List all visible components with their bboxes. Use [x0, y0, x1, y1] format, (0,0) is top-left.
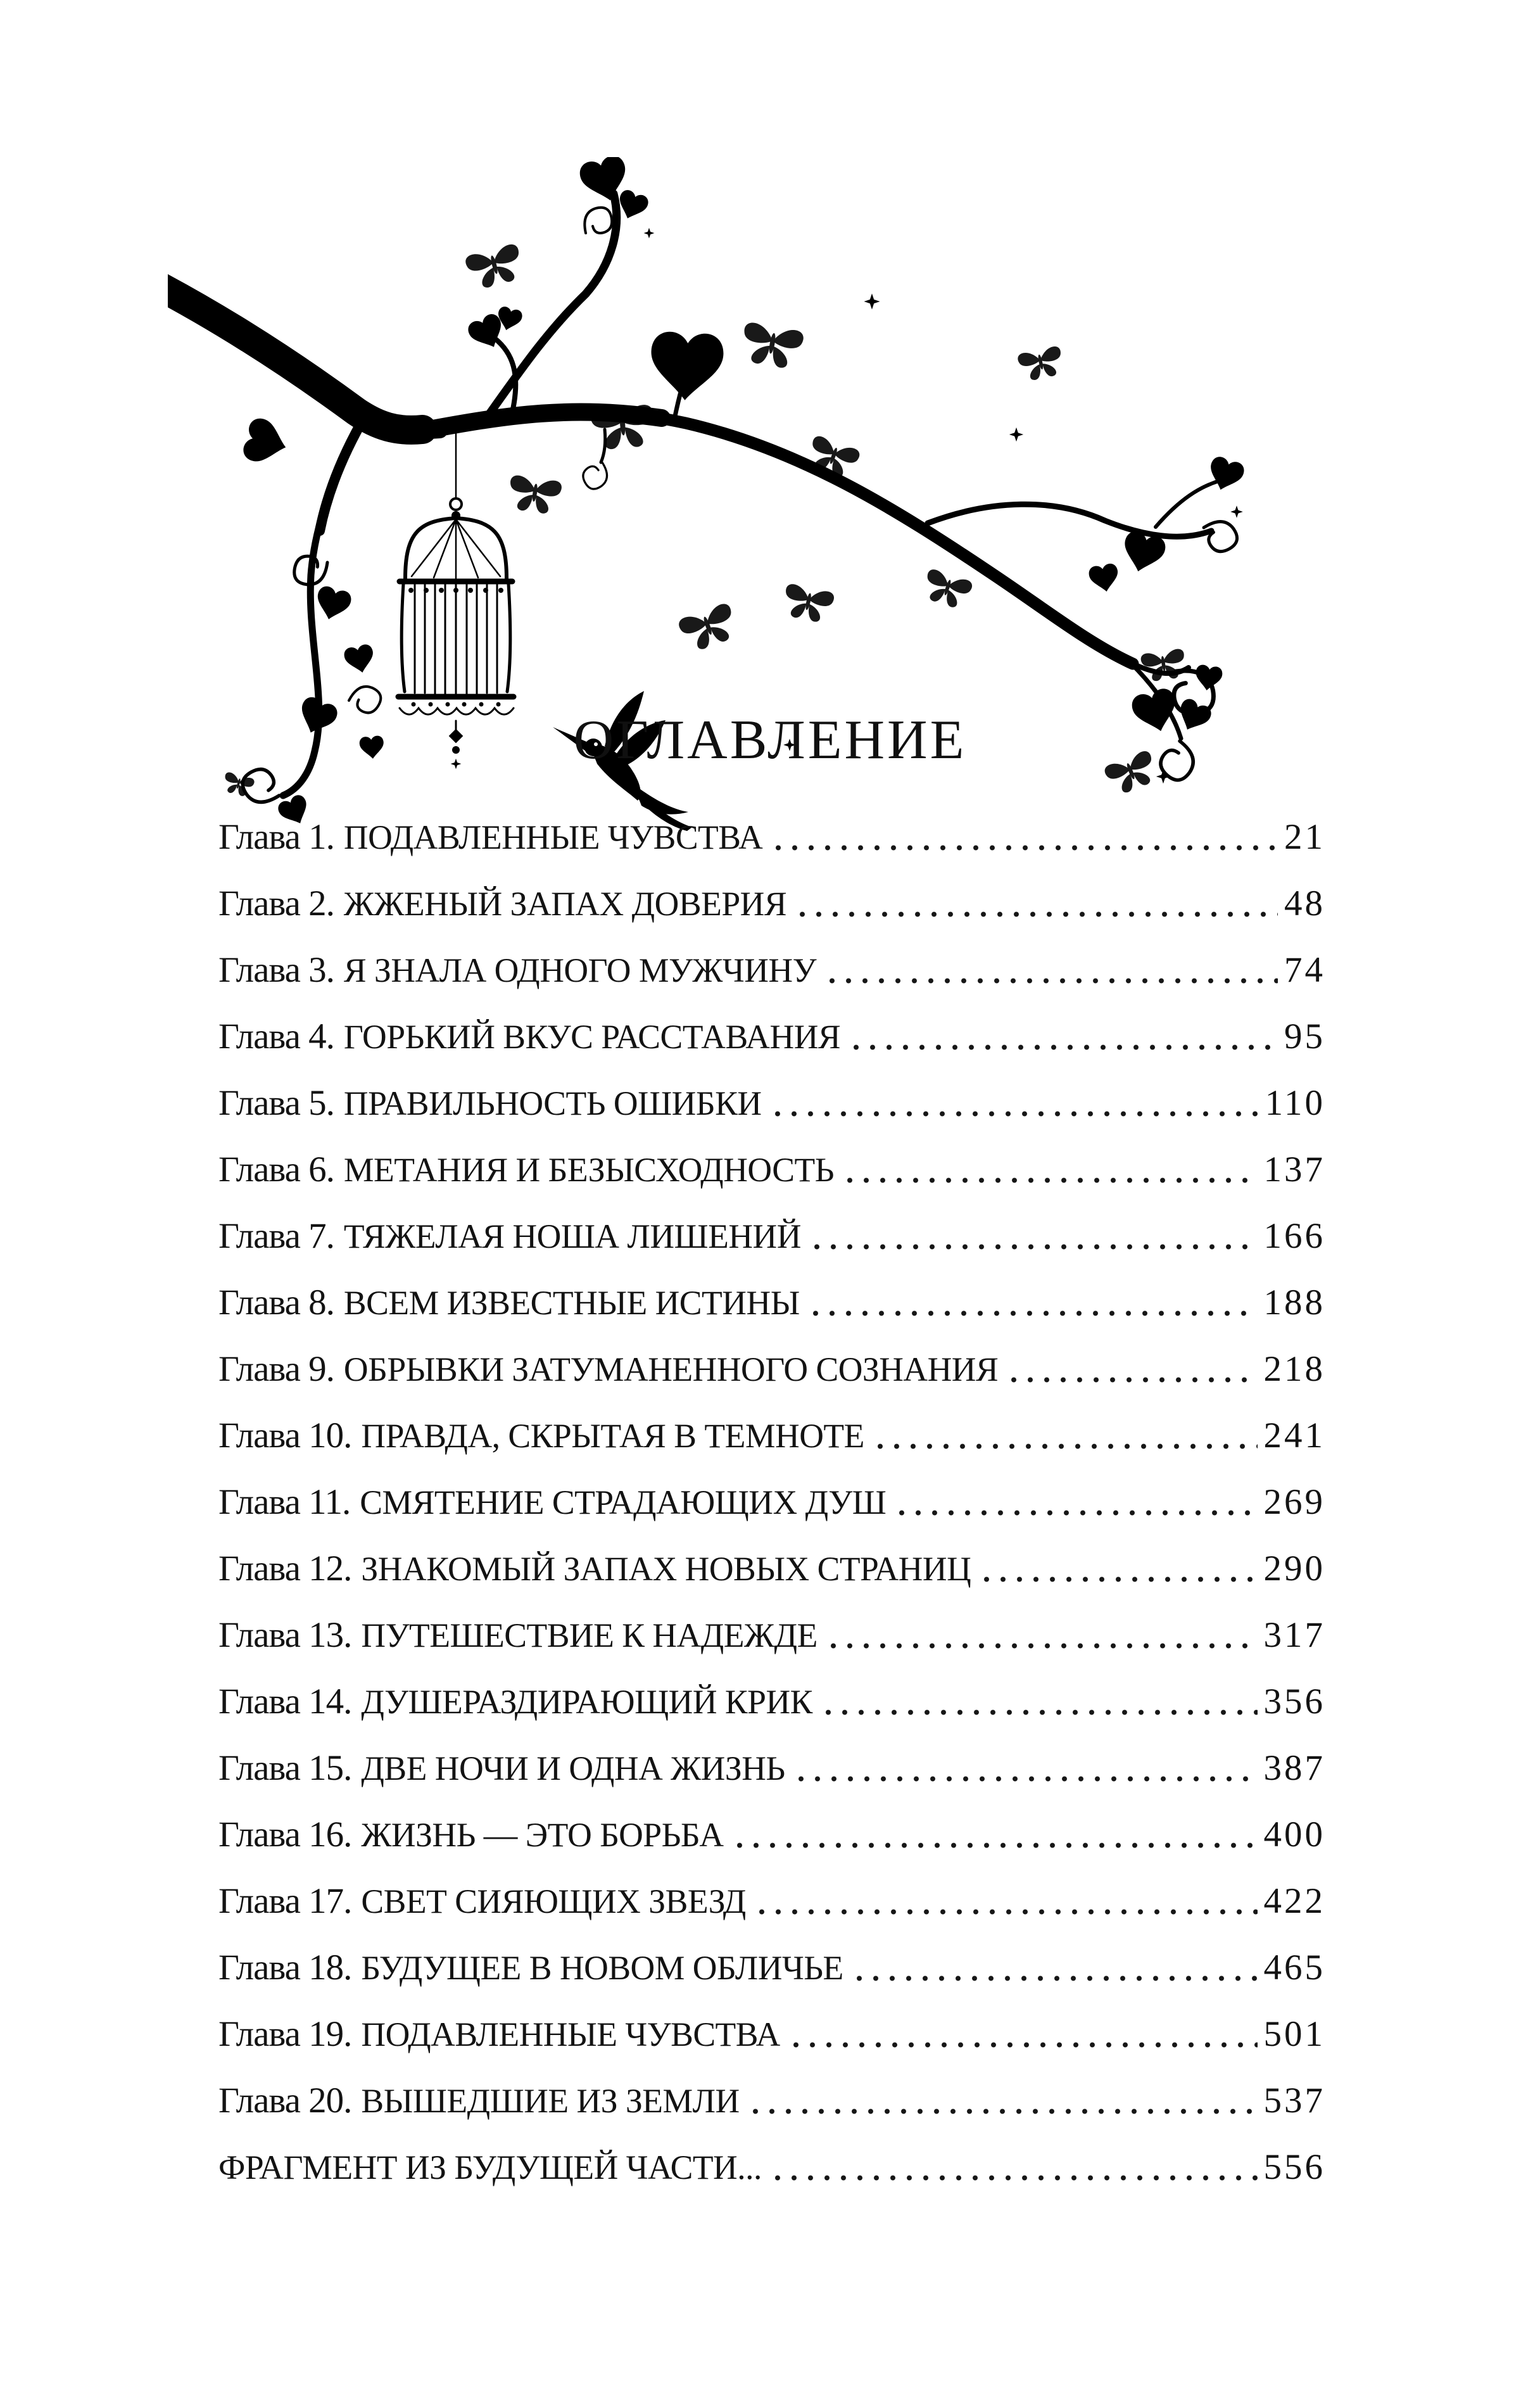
- toc-entry-text: [218, 1684, 812, 1720]
- chapter-title: Я ЗНАЛА ОДНОГО МУЖЧИНУ: [343, 951, 817, 989]
- toc-entry-text: [218, 952, 816, 988]
- chapter-title: ВСЕМ ИЗВЕСТНЫЕ ИСТИНЫ: [343, 1284, 800, 1322]
- dot-leader: [851, 1976, 1258, 1981]
- toc-entry: [218, 818, 1325, 855]
- chapter-title: ЖИЗНЬ — ЭТО БОРЬБА: [361, 1816, 724, 1854]
- dot-leader: [747, 2109, 1258, 2114]
- page-number: 188: [1263, 1283, 1325, 1322]
- dot-leader: [788, 2042, 1258, 2048]
- dot-leader: [769, 2175, 1258, 2181]
- chapter-label: Глава 11.: [218, 1482, 351, 1522]
- chapter-label: Глава 20.: [218, 2081, 352, 2121]
- page-number: 95: [1284, 1017, 1325, 1056]
- dot-leader: [754, 1909, 1258, 1915]
- toc-entry: [218, 1749, 1325, 1786]
- toc-list: [218, 818, 1325, 2185]
- toc-entry-text: [218, 2083, 740, 2119]
- dot-leader: [769, 1111, 1259, 1117]
- chapter-title: СМЯТЕНИЕ СТРАДАЮЩИХ ДУШ: [360, 1483, 887, 1521]
- page-title: ОГЛАВЛЕНИЕ: [573, 709, 967, 771]
- chapter-title: МЕТАНИЯ И БЕЗЫСХОДНОСТЬ: [343, 1151, 834, 1189]
- chapter-label: Глава 1.: [218, 817, 334, 857]
- toc-entry-text: [218, 1417, 864, 1454]
- page-number: 317: [1263, 1615, 1325, 1655]
- page-number: 166: [1263, 1216, 1325, 1256]
- chapter-title: ПОДАВЛЕННЫЕ ЧУВСТВА: [343, 818, 763, 856]
- toc-entry: [218, 1483, 1325, 1520]
- chapter-label: Глава 16.: [218, 1815, 352, 1855]
- chapter-label: Глава 12.: [218, 1549, 352, 1589]
- toc-entry-text: [218, 1817, 724, 1853]
- toc-entry: [218, 1151, 1325, 1188]
- dot-leader: [731, 1842, 1258, 1848]
- page-number: 21: [1284, 817, 1325, 857]
- chapter-label: Глава 10.: [218, 1416, 352, 1456]
- chapter-title: ЖЖЕНЫЙ ЗАПАХ ДОВЕРИЯ: [343, 885, 787, 923]
- page-number: 537: [1263, 2081, 1325, 2121]
- toc-entry-text: [218, 1950, 843, 1986]
- toc-entry-text: [218, 1151, 834, 1188]
- chapter-label: Глава 5.: [218, 1083, 334, 1123]
- toc-entry: [218, 1217, 1325, 1254]
- chapter-title: ГОРЬКИЙ ВКУС РАССТАВАНИЯ: [343, 1018, 841, 1056]
- toc-entry: [218, 951, 1325, 988]
- chapter-title: БУДУЩЕЕ В НОВОМ ОБЛИЧЬЕ: [361, 1949, 843, 1987]
- toc-entry-text: [218, 1484, 886, 1520]
- chapter-label: Глава 13.: [218, 1615, 352, 1655]
- page-number: 465: [1263, 1948, 1325, 1988]
- page-number: 400: [1263, 1815, 1325, 1855]
- chapter-label: Глава 3.: [218, 950, 334, 990]
- dot-leader: [770, 845, 1278, 851]
- toc-entry-text: [218, 2149, 762, 2185]
- toc-entry: [218, 1350, 1325, 1387]
- dot-leader: [807, 1310, 1258, 1316]
- chapter-title: ДУШЕРАЗДИРАЮЩИЙ КРИК: [361, 1683, 812, 1721]
- chapter-title: ТЯЖЕЛАЯ НОША ЛИШЕНИЙ: [343, 1217, 801, 1255]
- chapter-title: СВЕТ СИЯЮЩИХ ЗВЕЗД: [361, 1882, 746, 1920]
- page-number: 269: [1263, 1482, 1325, 1522]
- dot-leader: [825, 1643, 1258, 1649]
- page-number: 556: [1263, 2147, 1325, 2187]
- toc-entry-text: [218, 1018, 840, 1055]
- toc-entry-text: [218, 1750, 785, 1786]
- chapter-title: ПОДАВЛЕННЫЕ ЧУВСТВА: [361, 2015, 780, 2053]
- toc-entry: [218, 1084, 1325, 1121]
- chapter-label: Глава 18.: [218, 1948, 352, 1988]
- toc-entry-text: [218, 2016, 780, 2052]
- chapter-title: ОБРЫВКИ ЗАТУМАНЕННОГО СОЗНАНИЯ: [343, 1350, 999, 1388]
- toc-entry-text: [218, 1351, 998, 1387]
- page-number: 501: [1263, 2014, 1325, 2054]
- toc-entry: [218, 1949, 1325, 1986]
- toc-entry-text: [218, 1551, 971, 1587]
- chapter-title: ПРАВИЛЬНОСТЬ ОШИБКИ: [343, 1084, 762, 1122]
- toc-entry: [218, 1417, 1325, 1454]
- page-number: 110: [1265, 1083, 1325, 1123]
- toc-entry: [218, 1616, 1325, 1653]
- dot-leader: [848, 1044, 1278, 1050]
- toc-entry-text: [218, 1883, 746, 1919]
- chapter-title: ПРАВДА, СКРЫТАЯ В ТЕМНОТЕ: [361, 1417, 864, 1455]
- page-number: 290: [1263, 1549, 1325, 1589]
- toc-entry-text: [218, 1085, 762, 1121]
- chapter-label: Глава 4.: [218, 1017, 334, 1056]
- chapter-title: ВЫШЕДШИЕ ИЗ ЗЕМЛИ: [361, 2082, 740, 2120]
- chapter-label: Глава 17.: [218, 1881, 352, 1921]
- toc-entry: [218, 885, 1325, 922]
- chapter-label: Глава 15.: [218, 1748, 352, 1788]
- dot-leader: [872, 1443, 1258, 1449]
- toc-entry: [218, 1018, 1325, 1055]
- dot-leader: [820, 1709, 1258, 1715]
- toc-entry: [218, 1882, 1325, 1919]
- page-number: 218: [1263, 1349, 1325, 1389]
- dot-leader: [824, 978, 1278, 984]
- dot-leader: [978, 1576, 1257, 1582]
- chapter-label: Глава 9.: [218, 1349, 334, 1389]
- chapter-label: Глава 8.: [218, 1283, 334, 1322]
- chapter-label: Глава 14.: [218, 1682, 352, 1722]
- dot-leader: [893, 1510, 1257, 1516]
- toc-entry-text: [218, 1218, 801, 1254]
- chapter-label: Глава 19.: [218, 2014, 352, 2054]
- chapter-label: Глава 6.: [218, 1150, 334, 1189]
- page-number: 387: [1263, 1748, 1325, 1788]
- chapter-title: ПУТЕШЕСТВИЕ К НАДЕЖДЕ: [361, 1616, 817, 1654]
- toc-entry-text: [218, 885, 786, 922]
- toc-entry: [218, 1683, 1325, 1720]
- chapter-title: ДВЕ НОЧИ И ОДНА ЖИЗНЬ: [361, 1749, 785, 1787]
- toc-entry: [218, 1284, 1325, 1321]
- toc-entry-text: [218, 819, 762, 855]
- page-number: 137: [1263, 1150, 1325, 1189]
- toc-entry: [218, 2015, 1325, 2052]
- dot-leader: [842, 1177, 1258, 1183]
- chapter-label: Глава 2.: [218, 884, 334, 923]
- page-number: 48: [1284, 884, 1325, 923]
- dot-leader: [793, 1776, 1258, 1782]
- dot-leader: [1006, 1377, 1257, 1383]
- page-number: 241: [1263, 1416, 1325, 1456]
- toc-entry-text: [218, 1617, 817, 1653]
- page-number: 356: [1263, 1682, 1325, 1722]
- toc-entry-text: [218, 1284, 800, 1321]
- toc-entry: [218, 2082, 1325, 2119]
- dot-leader: [809, 1244, 1258, 1250]
- chapter-title: ЗНАКОМЫЙ ЗАПАХ НОВЫХ СТРАНИЦ: [361, 1550, 971, 1588]
- page-number: 422: [1263, 1881, 1325, 1921]
- toc-entry: [218, 1550, 1325, 1587]
- chapter-title: ФРАГМЕНТ ИЗ БУДУЩЕЙ ЧАСТИ...: [218, 2148, 762, 2186]
- toc-entry: [218, 2148, 1325, 2185]
- page-number: 74: [1284, 950, 1325, 990]
- dot-leader: [794, 911, 1278, 917]
- chapter-label: Глава 7.: [218, 1216, 334, 1256]
- toc-entry: [218, 1816, 1325, 1853]
